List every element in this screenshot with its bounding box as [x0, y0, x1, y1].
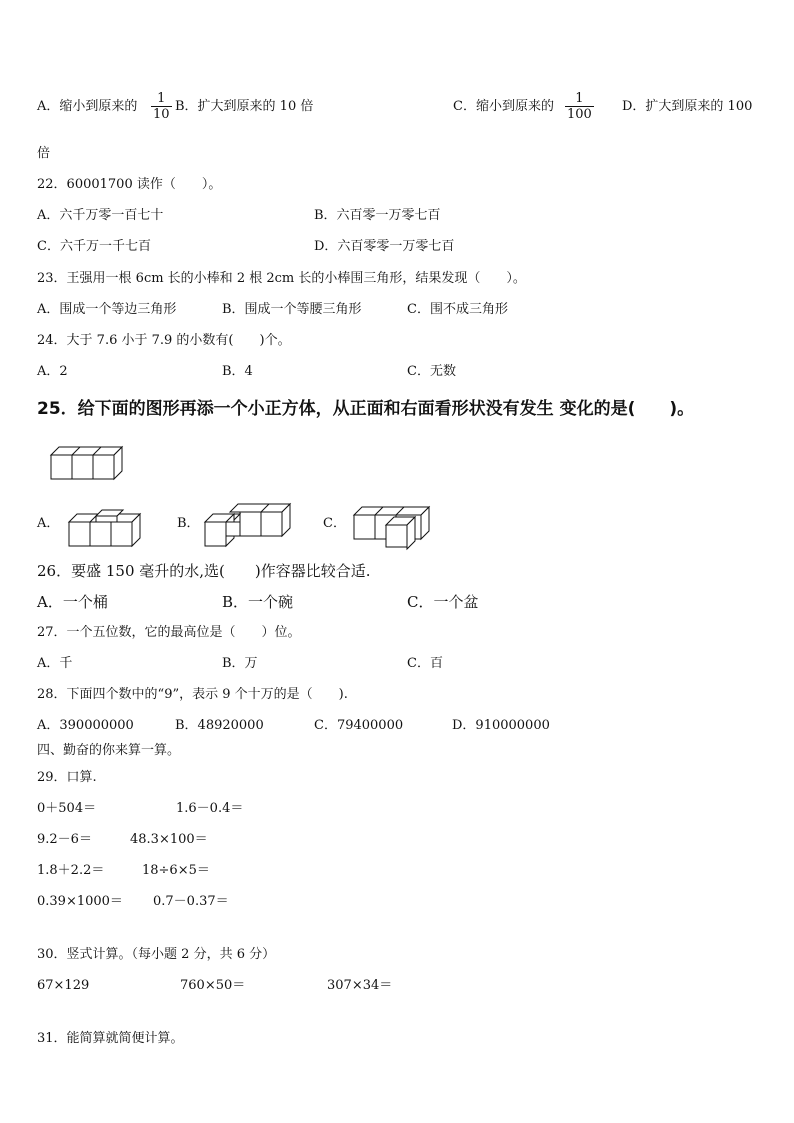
- q27-option-b: B．万: [222, 656, 258, 671]
- q21-option-d-continued: 倍: [37, 146, 51, 161]
- q25-option-b-figure: [204, 502, 296, 548]
- q27-option-c: C．百: [407, 656, 443, 671]
- q26-option-b: B．一个碗: [222, 593, 294, 611]
- q24-stem: 24．大于 7.6 小于 7.9 的小数有( )个。: [37, 333, 291, 348]
- q21-option-b: B．扩大到原来的 10 倍: [175, 99, 314, 114]
- fraction-numerator: 1: [575, 91, 584, 106]
- q29-item: 9.2－6＝: [37, 832, 92, 847]
- q29-stem: 29．口算.: [37, 770, 97, 785]
- q28-option-d: D．910000000: [452, 718, 550, 733]
- q24-option-b: B．4: [222, 364, 253, 379]
- q30-item: 67×129: [37, 978, 90, 993]
- q21-option-c-fraction: [565, 91, 594, 122]
- q25-option-a-label: A．: [37, 516, 60, 531]
- q26-option-a: A．一个桶: [37, 593, 108, 611]
- q28-stem: 28．下面四个数中的“9”，表示 9 个十万的是（ ).: [37, 687, 348, 702]
- q29-item: 18÷6×5＝: [142, 863, 210, 878]
- q29-item: 1.8＋2.2＝: [37, 863, 105, 878]
- q23-option-b: B．围成一个等腰三角形: [222, 302, 362, 317]
- q30-stem: 30．竖式计算。（每小题 2 分，共 6 分）: [37, 947, 276, 962]
- q24-option-a: A．2: [37, 364, 68, 379]
- q25-option-c-label: C．: [323, 516, 346, 531]
- q29-item: 0.7－0.37＝: [153, 894, 229, 909]
- q29-item: 0.39×1000＝: [37, 894, 123, 909]
- q31-stem: 31．能简算就简便计算。: [37, 1031, 184, 1046]
- q25-base-figure: [50, 443, 130, 483]
- q22-option-c: C．六千万一千七百: [37, 239, 151, 254]
- q26-option-c: C．一个盆: [407, 593, 479, 611]
- q24-option-c: C．无数: [407, 364, 456, 379]
- fraction-denominator: 10: [153, 107, 170, 122]
- q29-item: 0＋504＝: [37, 801, 97, 816]
- q21-option-c: C．缩小到原来的: [453, 99, 554, 114]
- q22-option-b: B．六百零一万零七百: [314, 208, 441, 223]
- q25-stem: 25．给下面的图形再添一个小正方体，从正面和右面看形状没有发生 变化的是( )。: [37, 399, 695, 419]
- q22-option-a: A．六千万零一百七十: [37, 208, 164, 223]
- q27-stem: 27．一个五位数，它的最高位是（ ）位。: [37, 625, 301, 640]
- q23-option-a: A．围成一个等边三角形: [37, 302, 177, 317]
- q21-option-a: A．缩小到原来的: [37, 99, 138, 114]
- q25-option-a-figure: [68, 506, 148, 548]
- q22-option-d: D．六百零零一万零七百: [314, 239, 455, 254]
- fraction-numerator: 1: [157, 91, 166, 106]
- q25-option-b-label: B．: [177, 516, 200, 531]
- q30-item: 307×34＝: [327, 978, 393, 993]
- q25-option-c-figure: [353, 503, 437, 549]
- section-4-title: 四、勤奋的你来算一算。: [37, 743, 181, 758]
- q27-option-a: A．千: [37, 656, 73, 671]
- q30-item: 760×50＝: [180, 978, 246, 993]
- q21-option-d: D．扩大到原来的 100: [622, 99, 753, 114]
- q28-option-a: A．390000000: [37, 718, 134, 733]
- q29-item: 1.6－0.4＝: [176, 801, 244, 816]
- q28-option-b: B．48920000: [175, 718, 264, 733]
- q29-item: 48.3×100＝: [130, 832, 208, 847]
- q23-option-c: C．围不成三角形: [407, 302, 508, 317]
- q21-option-a-fraction: [151, 91, 172, 122]
- q26-stem: 26．要盛 150 毫升的水,选( )作容器比较合适.: [37, 562, 371, 580]
- q22-stem: 22．60001700 读作（ ）。: [37, 177, 222, 192]
- fraction-denominator: 100: [567, 107, 592, 122]
- q28-option-c: C．79400000: [314, 718, 404, 733]
- q23-stem: 23．王强用一根 6cm 长的小棒和 2 根 2cm 长的小棒围三角形，结果发现（ ）。: [37, 271, 526, 286]
